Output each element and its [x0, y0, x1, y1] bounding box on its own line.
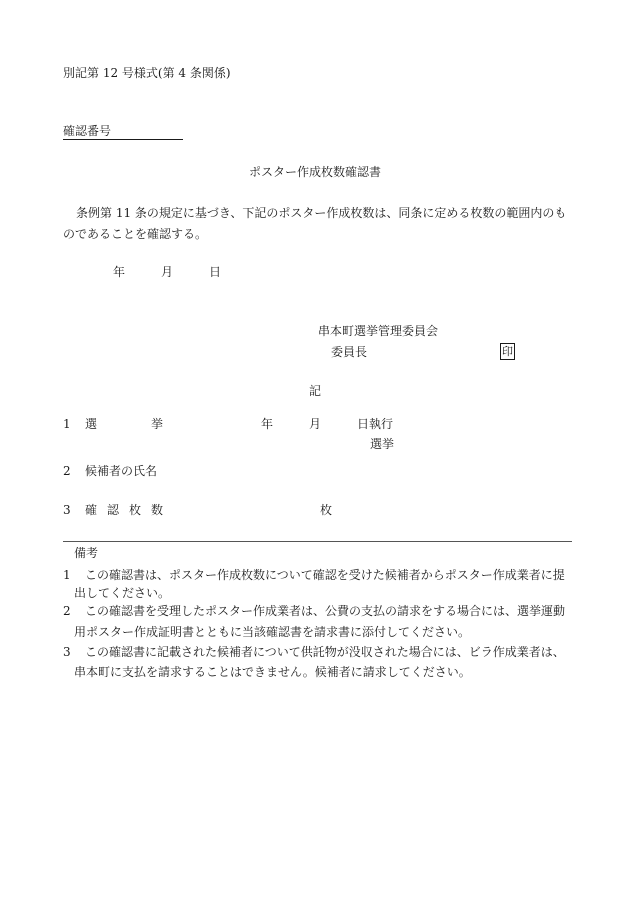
remarks-heading: 備考 [74, 546, 99, 560]
confirmation-number-field [63, 123, 183, 140]
remarks-divider [63, 541, 572, 542]
label-char: 選 [85, 417, 98, 431]
form-reference: 別記第 12 号様式(第 4 条関係) [63, 66, 231, 80]
item-1-month-label: 月 [309, 417, 322, 431]
note-1-line-2: 出してください。 [74, 586, 171, 600]
label-char: 認 [106, 503, 119, 517]
item-3-label [85, 502, 163, 518]
body-line-2: のであることを確認する。 [63, 227, 208, 241]
item-2-number: 2 [63, 464, 71, 478]
note-2-line-1: この確認書を受理したポスター作成業者は、公費の支払の請求をする場合には、選挙運動 [85, 604, 566, 618]
label-char: 挙 [150, 417, 163, 431]
item-2-label: 候補者の氏名 [85, 464, 158, 478]
note-1-number: 1 [63, 568, 71, 582]
item-1-number: 1 [63, 417, 71, 431]
item-3-unit: 枚 [320, 503, 333, 517]
date-day-label: 日 [209, 265, 222, 279]
note-2-line-2: 用ポスター作成証明書とともに当該確認書を請求書に添付してください。 [74, 625, 471, 639]
note-3-line-1: この確認書に記載された候補者について供託物が没収された場合には、ビラ作成業者は、 [85, 645, 565, 659]
item-3-number: 3 [63, 503, 71, 517]
item-1-label [85, 416, 163, 432]
document-title: ポスター作成枚数確認書 [248, 165, 381, 179]
body-line-1: 条例第 11 条の規定に基づき、下記のポスター作成枚数は、同条に定める枚数の範囲内のも [76, 206, 567, 220]
note-2-number: 2 [63, 604, 71, 618]
label-char: 枚 [128, 503, 141, 517]
date-month-label: 月 [161, 265, 174, 279]
note-3-number: 3 [63, 645, 71, 659]
issuer-organization: 串本町選挙管理委員会 [318, 324, 439, 338]
confirmation-number-label: 確認番号 [63, 124, 112, 138]
label-char: 数 [150, 503, 163, 517]
record-heading: 記 [309, 384, 322, 398]
item-1-day-executed-label: 日執行 [357, 417, 394, 431]
item-1-year-label: 年 [261, 417, 274, 431]
date-year-label: 年 [113, 265, 126, 279]
seal-mark: 印 [502, 345, 513, 358]
issuer-title: 委員長 [331, 345, 368, 359]
note-3-line-2: 串本町に支払を請求することはできません。候補者に請求してください。 [74, 665, 471, 679]
note-1-line-1: この確認書は、ポスター作成枚数について確認を受けた候補者からポスター作成業者に提 [85, 568, 565, 582]
item-1-election-suffix: 選挙 [370, 437, 395, 451]
label-char: 確 [85, 503, 98, 517]
